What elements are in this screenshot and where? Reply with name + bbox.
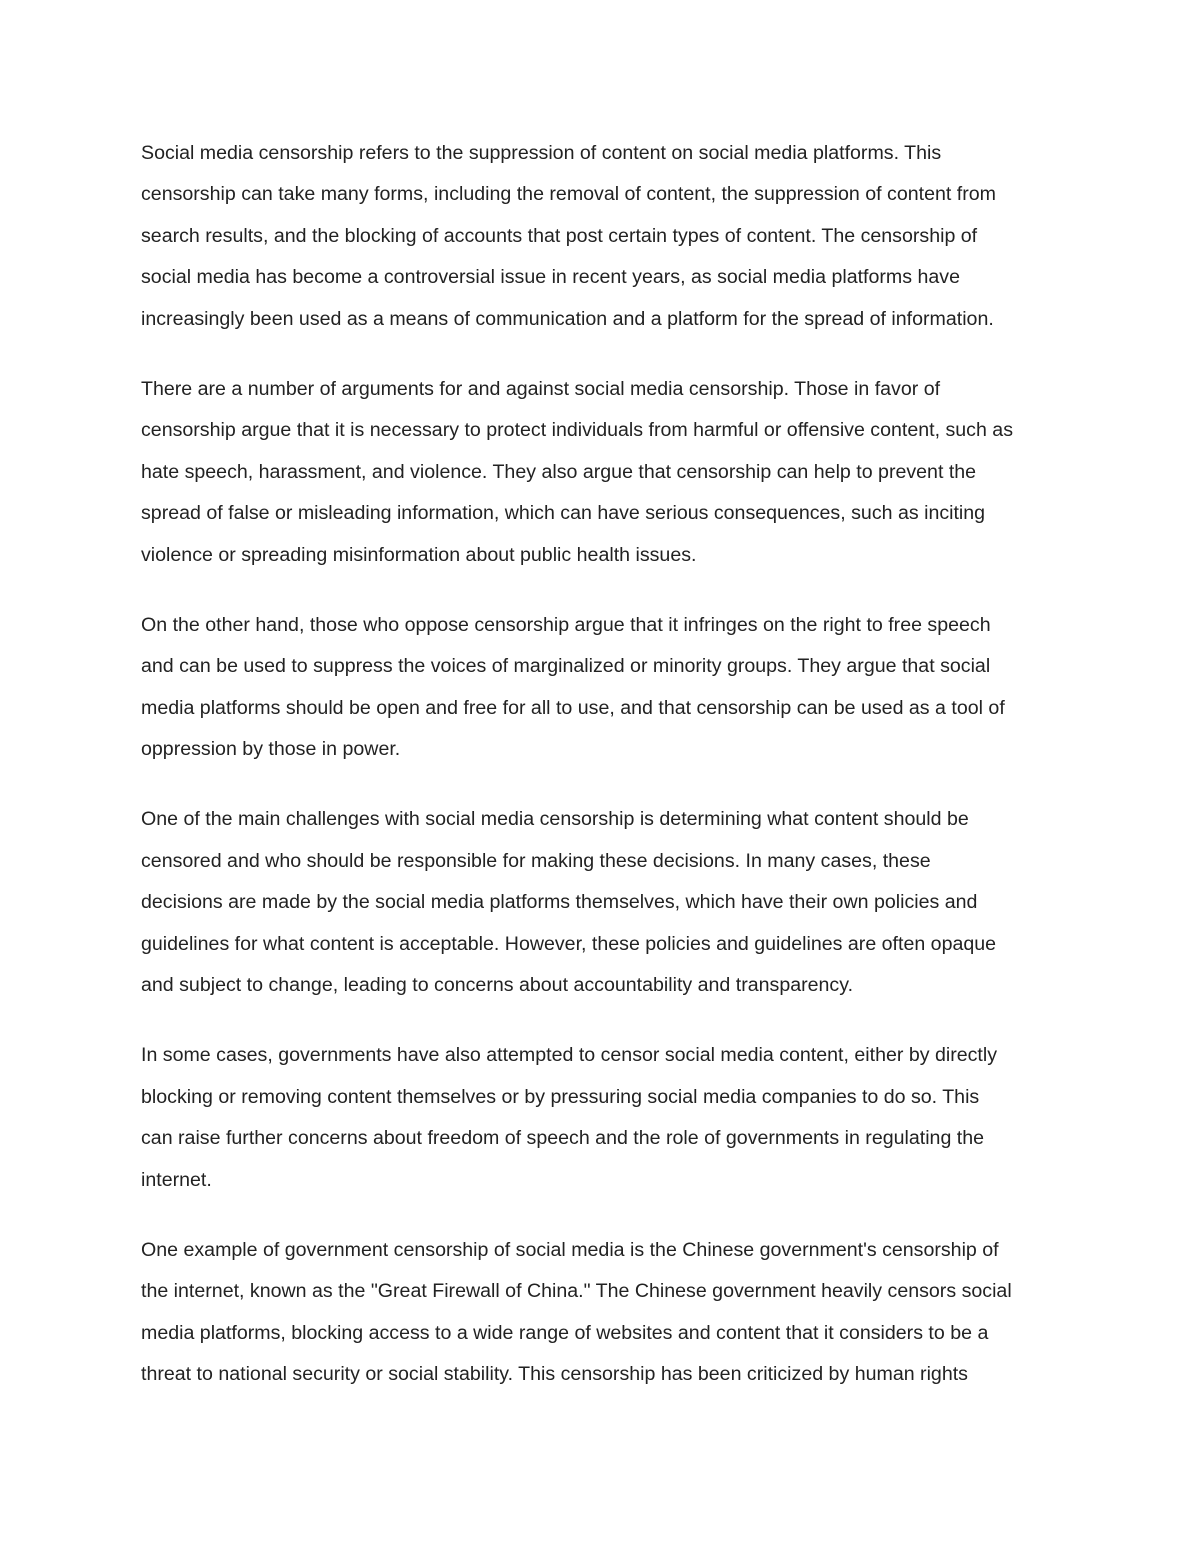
text-line: threat to national security or social stability. This censorship has been criticized by human rights — [141, 1363, 968, 1386]
text-line: In some cases, governments have also attempted to censor social media content, either by directly — [141, 1044, 998, 1067]
paragraph-4 — [141, 799, 1066, 1006]
document-body — [141, 133, 1066, 1425]
text-line: decisions are made by the social media platforms themselves, which have their own policies and — [141, 891, 978, 914]
text-line: On the other hand, those who oppose censorship argue that it infringes on the right to free speech — [141, 613, 991, 636]
text-line: can raise further concerns about freedom of speech and the role of governments in regulating the — [141, 1127, 985, 1150]
text-line: oppression by those in power. — [141, 738, 401, 761]
text-line: internet. — [141, 1168, 212, 1191]
paragraph-6 — [141, 1230, 1066, 1396]
text-line: and can be used to suppress the voices of marginalized or minority groups. They argue that social — [141, 655, 991, 678]
text-line: increasingly been used as a means of communication and a platform for the spread of information. — [141, 307, 994, 330]
paragraph-1 — [141, 133, 1066, 340]
text-line: blocking or removing content themselves or by pressuring social media companies to do so. This — [141, 1085, 980, 1108]
text-line: hate speech, harassment, and violence. They also argue that censorship can help to prevent the — [141, 460, 977, 483]
text-line: censorship can take many forms, including the removal of content, the suppression of content from — [141, 183, 996, 206]
paragraph-2 — [141, 369, 1066, 576]
text-line: violence or spreading misinformation about public health issues. — [141, 543, 697, 566]
text-line: spread of false or misleading information, which can have serious consequences, such as inciting — [141, 502, 986, 525]
text-line: One example of government censorship of social media is the Chinese government's censorship of — [141, 1238, 999, 1261]
text-line: censored and who should be responsible for making these decisions. In many cases, these — [141, 849, 931, 872]
text-line: guidelines for what content is acceptable. However, these policies and guidelines are often opaque — [141, 932, 997, 955]
paragraph-3 — [141, 605, 1066, 771]
paragraph-5 — [141, 1035, 1066, 1201]
text-line: search results, and the blocking of accounts that post certain types of content. The censorship of — [141, 224, 978, 247]
text-line: media platforms should be open and free for all to use, and that censorship can be used as a tool of — [141, 696, 1005, 719]
text-line: media platforms, blocking access to a wide range of websites and content that it considers to be a — [141, 1321, 989, 1344]
text-line: Social media censorship refers to the suppression of content on social media platforms. This — [141, 142, 942, 164]
text-line: One of the main challenges with social media censorship is determining what content should be — [141, 808, 969, 831]
text-line: censorship argue that it is necessary to protect individuals from harmful or offensive content, such as — [141, 419, 1013, 442]
text-line: the internet, known as the "Great Firewall of China." The Chinese government heavily censors social — [141, 1280, 1012, 1303]
text-line: social media has become a controversial issue in recent years, as social media platforms have — [141, 266, 960, 289]
text-line: and subject to change, leading to concerns about accountability and transparency. — [141, 974, 854, 997]
text-line: There are a number of arguments for and against social media censorship. Those in favor of — [141, 377, 941, 400]
